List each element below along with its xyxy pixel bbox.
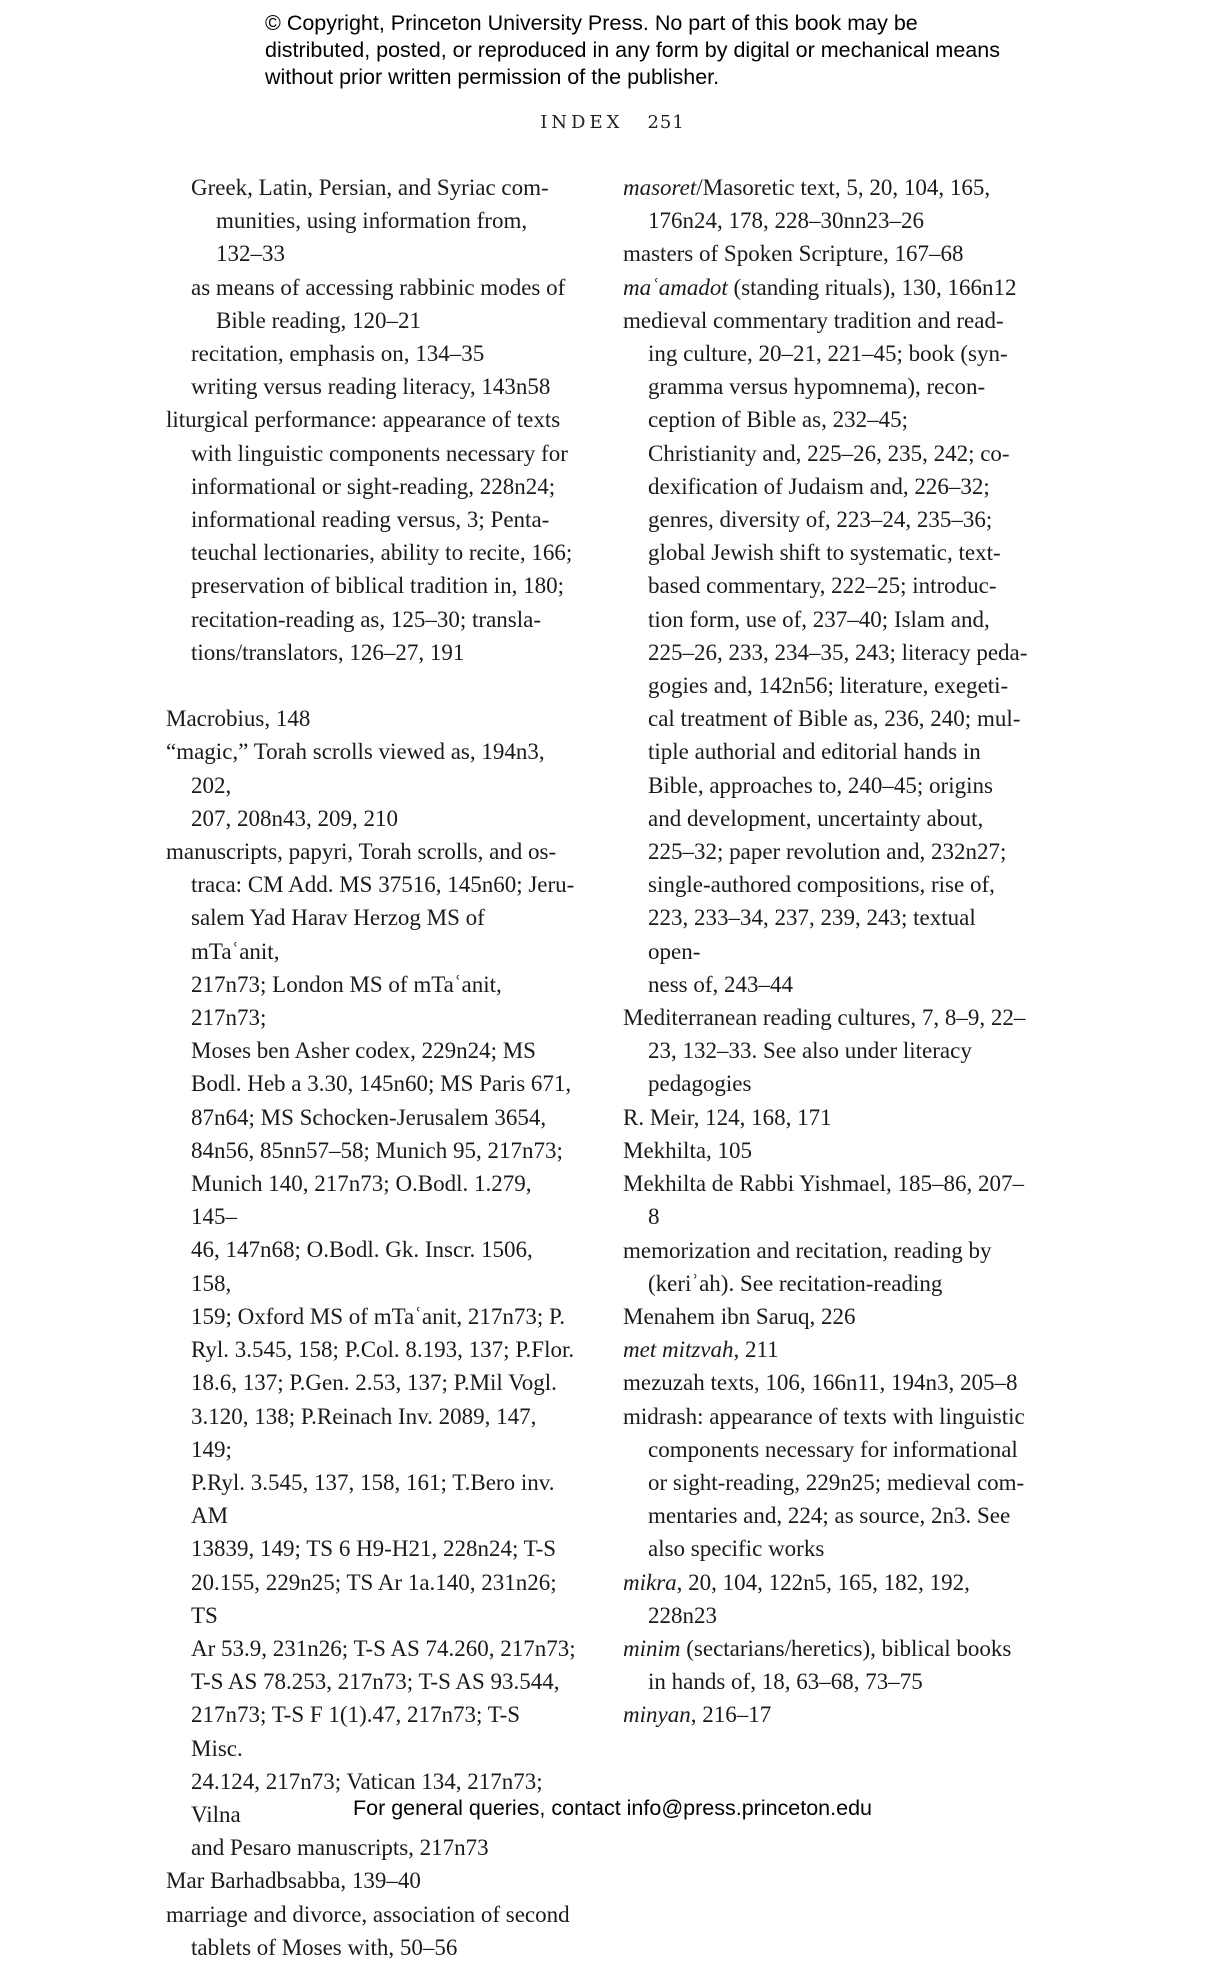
running-head <box>0 112 1225 133</box>
index-entry-text: , 211 <box>733 1337 779 1363</box>
index-entry: mezuzah texts, 106, 166n11, 194n3, 205–8 <box>623 1370 1018 1396</box>
index-entry: medieval commentary tradition and read- ing culture, 20–21, 221–45; book (syn- gramma versus hypomnema), recon- ception of Bible as, 232–45; Christianity and, 225–26, 235, 242; co- dexification of Judaism and, 226–32; genres, diversity of, 223–24, 235–36; global Jewish shift to systematic, text- based commentary, 222–25; introduc- tion form, use of, 237–40; Islam and, 225–26, 233, 234–35, 243; literacy peda- gogies and, 142n56; literature, exegeti- cal treatment of Bible as, 236, 240; mul- tiple authorial and editorial hands in Bible, approaches to, 240–45; origins and development, uncertainty about, 225–32; paper revolution and, 232n27; single-authored compositions, rise of, 223, 233–34, 237, 239, 243; textual open- ness of, 243–44 <box>623 307 1028 997</box>
index-entry: “magic,” Torah scrolls viewed as, 194n3, 202, 207, 208n43, 209, 210 <box>166 739 545 831</box>
index-term-italic: minyan <box>623 1702 691 1728</box>
index-term-italic: minim <box>623 1635 681 1661</box>
index-entry: manuscripts, papyri, Torah scrolls, and os- traca: CM Add. MS 37516, 145n60; Jeru- salem Yad Harav Herzog MS of mTaʿanit, 217n73; London MS of mTaʿanit, 217n73; Moses ben Asher codex, 229n24; MS Bodl. Heb a 3.30, 145n60; MS Paris 671, 87n64; MS Schocken-Jerusalem 3654, 84n56, 85nn57–58; Munich 95, 217n73; Munich 140, 217n73; O.Bodl. 1.279, 145– 46, 147n68; O.Bodl. Gk. Inscr. 1506, 158, 159; Oxford MS of mTaʿanit, 217n73; P. Ryl. 3.545, 158; P.Col. 8.193, 137; P.Flor. 18.6, 137; P.Gen. 2.53, 137; P.Mil Vogl. 3.120, 138; P.Reinach Inv. 2089, 147, 149; P.Ryl. 3.545, 137, 158, 161; T.Bero inv. AM 13839, 149; TS 6 H9-H21, 228n24; T-S 20.155, 229n25; TS Ar 1a.140, 231n26; TS Ar 53.9, 231n26; T-S AS 74.260, 217n73; T-S AS 78.253, 217n73; T-S AS 93.544, 217n73; T-S F 1(1).47, 217n73; T-S Misc. 24.124, 217n73; Vatican 134, 217n73; Vilna and Pesaro manuscripts, 217n73 <box>166 839 576 1861</box>
index-entry-text: /Masoretic text, 5, 20, 104, 165, 176n24, 178, 228–30nn23–26 <box>648 175 991 234</box>
index-entry: Mar Barhadbsabba, 139–40 <box>166 1868 421 1894</box>
index-entry: Mekhilta, 105 <box>623 1137 753 1163</box>
index-term-italic: maʿamadot <box>623 274 728 300</box>
index-entry: R. Meir, 124, 168, 171 <box>623 1104 832 1130</box>
index-entry: Macrobius, 148 <box>166 706 311 732</box>
index-subentry: Greek, Latin, Persian, and Syriac com- munities, using information from, 132–33 <box>191 175 549 267</box>
index-entry: liturgical performance: appearance of texts with linguistic components necessary for informational or sight-reading, 228n24; informational reading versus, 3; Penta- teuchal lectionaries, ability to recite, 166; preservation of biblical tradition in, 180; recitation-reading as, 125–30; transla- tions/translators, 126–27, 191 <box>166 407 573 665</box>
index-entry: midrash: appearance of texts with linguistic components necessary for informational or sight-reading, 229n25; medieval com- mentaries and, 224; as source, 2n3. See also specific works <box>623 1403 1025 1562</box>
index-entry <box>623 1632 1033 1698</box>
index-entry: Menahem ibn Saruq, 226 <box>623 1303 856 1329</box>
index-entry <box>623 271 1033 304</box>
index-entry: Mediterranean reading cultures, 7, 8–9, 22– 23, 132–33. See also under literacy pedagogies <box>623 1005 1026 1097</box>
index-entry: memorization and recitation, reading by (keriʾah). See recitation-reading <box>623 1237 992 1296</box>
index-entry <box>623 1566 1033 1632</box>
copyright-notice: © Copyright, Princeton University Press. No part of this book may be distributed, posted, or reproduced in any form by digital or mechanical means without prior written permission of the publisher. <box>265 11 1000 89</box>
index-column-left <box>166 171 576 1964</box>
footer-contact: For general queries, contact info@press.princeton.edu <box>352 1796 872 1820</box>
index-term-italic: mikra <box>623 1569 677 1595</box>
index-entry <box>623 1333 1033 1366</box>
index-entry-text: , 216–17 <box>690 1702 772 1728</box>
running-head-title: INDEX <box>540 112 624 133</box>
index-entry-text: (sectarians/heretics), biblical books in hands of, 18, 63–68, 73–75 <box>648 1635 1012 1695</box>
index-column-right <box>623 171 1033 1732</box>
index-subentry: recitation, emphasis on, 134–35 <box>191 341 485 367</box>
index-entry-text: , 20, 104, 122n5, 165, 182, 192, 228n23 <box>648 1569 970 1628</box>
index-term-italic: met mitzvah <box>623 1337 734 1363</box>
index-entry <box>623 171 1033 237</box>
index-entry: marriage and divorce, association of second tablets of Moses with, 50–56 <box>166 1901 570 1960</box>
index-entry <box>623 1698 1033 1731</box>
index-entry: masters of Spoken Scripture, 167–68 <box>623 241 964 267</box>
index-term-italic: masoret <box>623 175 697 200</box>
index-entry-text: (standing rituals), 130, 166n12 <box>727 274 1017 300</box>
page-number: 251 <box>647 112 685 133</box>
index-subentry: writing versus reading literacy, 143n58 <box>191 374 551 400</box>
index-subentry: as means of accessing rabbinic modes of Bible reading, 120–21 <box>191 274 566 333</box>
index-entry: Mekhilta de Rabbi Yishmael, 185–86, 207–8 <box>623 1171 1024 1230</box>
